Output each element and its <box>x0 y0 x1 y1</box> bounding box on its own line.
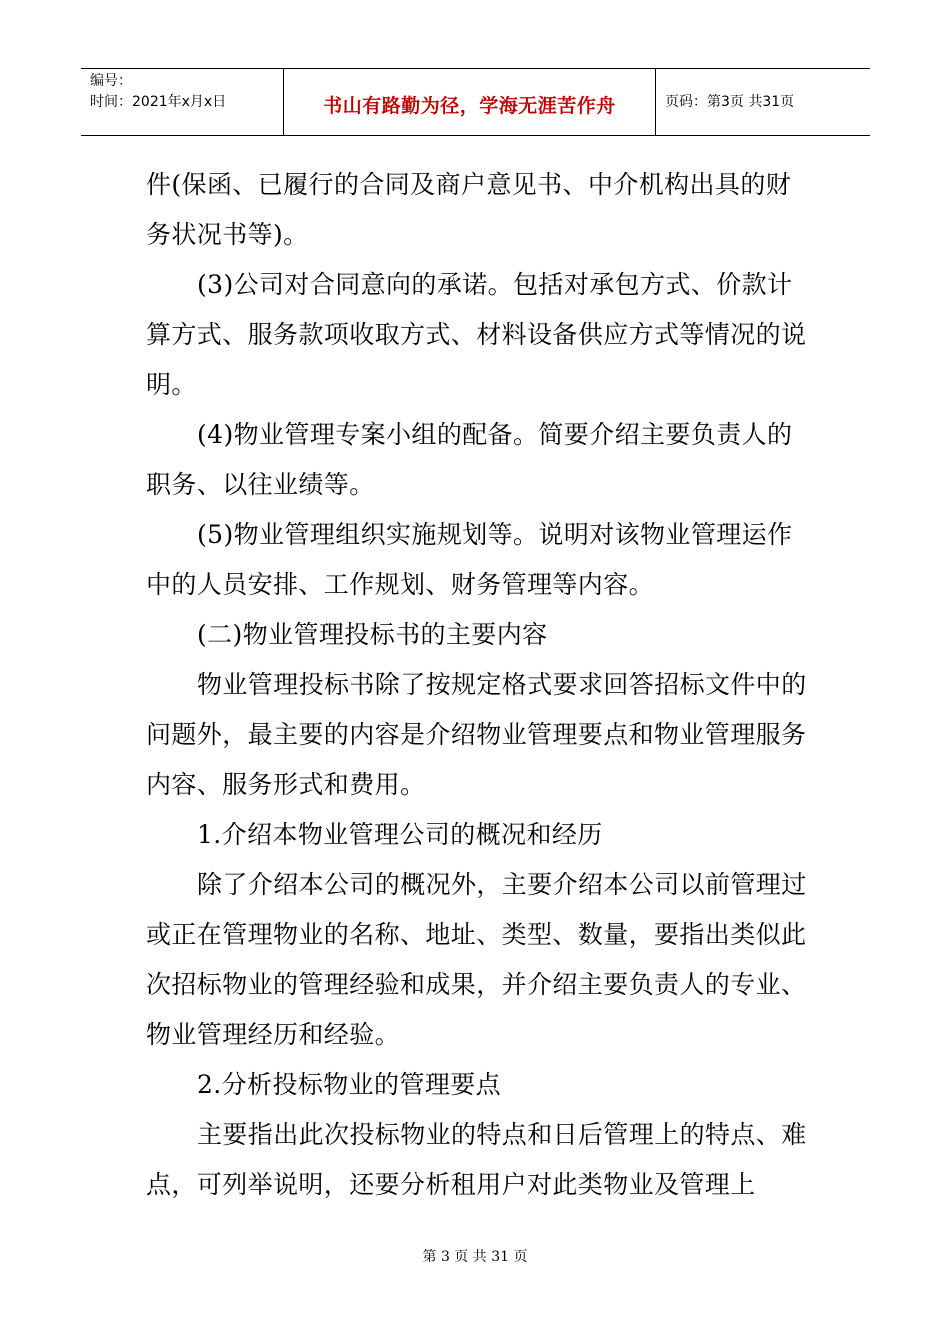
paragraph-4: (5)物业管理组织实施规划等。说明对该物业管理运作中的人员安排、工作规划、财务管理等内容。 <box>146 520 793 599</box>
time-label: 时间：2021年x月x日 <box>90 94 227 110</box>
header-meta <box>81 69 283 135</box>
paragraph-3: (4)物业管理专案小组的配备。简要介绍主要负责人的职务、以往业绩等。 <box>146 420 793 499</box>
paragraph-7: 主要指出此次投标物业的特点和日后管理上的特点、难点，可列举说明，还要分析租用户对此类物业及管理上 <box>146 1120 807 1199</box>
document-header <box>81 68 870 136</box>
subheading-2: 2.分析投标物业的管理要点 <box>197 1070 502 1099</box>
paragraph-5: 物业管理投标书除了按规定格式要求回答招标文件中的问题外，最主要的内容是介绍物业管理要点和物业管理服务内容、服务形式和费用。 <box>146 670 807 799</box>
motto-text: 书山有路勤为径，学海无涯苦作舟 <box>323 94 616 117</box>
number-label: 编号： <box>90 73 132 89</box>
page-code-text: 页码：第3页 共31页 <box>665 94 795 110</box>
paragraph-1: 件(保函、已履行的合同及商户意见书、中介机构出具的财务状况书等)。 <box>146 170 792 249</box>
header-page-code <box>656 69 870 135</box>
header-motto <box>283 69 656 135</box>
subheading-1: 1.介绍本物业管理公司的概况和经历 <box>197 820 603 849</box>
footer-page-number: 第 3 页 共 31 页 <box>422 1249 528 1265</box>
document-body <box>146 160 810 1210</box>
paragraph-6: 除了介绍本公司的概况外，主要介绍本公司以前管理过或正在管理物业的名称、地址、类型、数量，要指出类似此次招标物业的管理经验和成果，并介绍主要负责人的专业、物业管理经历和经验。 <box>146 870 807 1049</box>
section-heading-2: (二)物业管理投标书的主要内容 <box>197 620 548 649</box>
paragraph-2: (3)公司对合同意向的承诺。包括对承包方式、价款计算方式、服务款项收取方式、材料设备供应方式等情况的说明。 <box>146 270 807 399</box>
page-footer <box>0 1246 950 1266</box>
